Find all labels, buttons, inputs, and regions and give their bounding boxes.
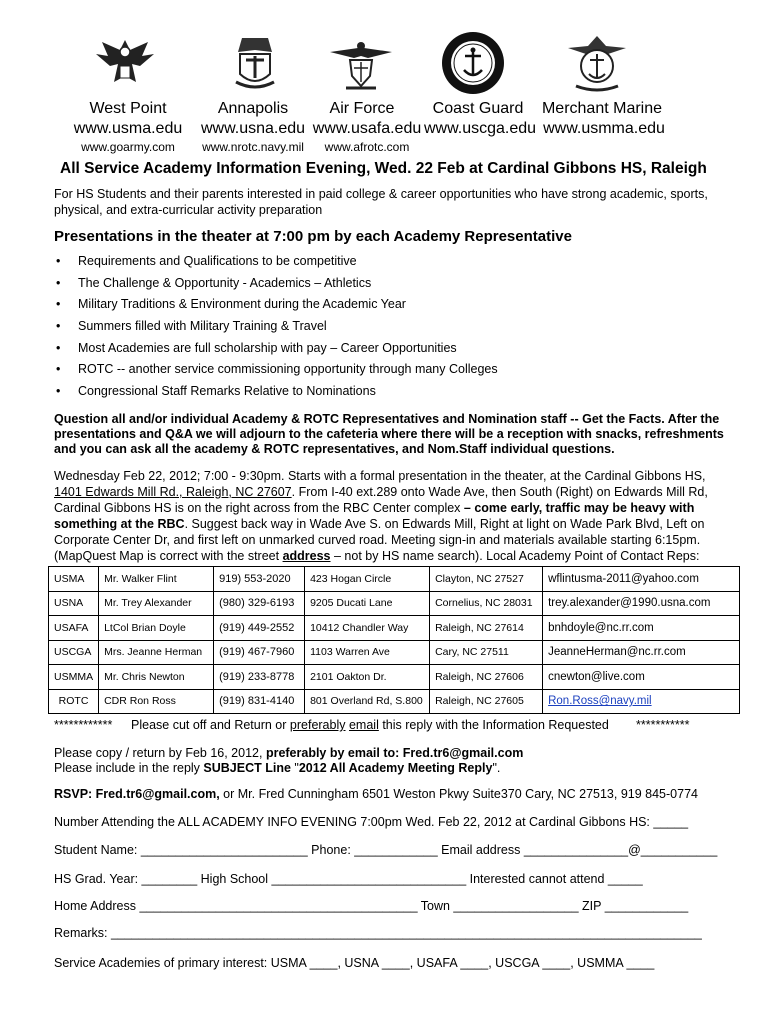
rep-name-cell: Mrs. Jeanne Herman <box>99 640 214 665</box>
rep-city-cell: Clayton, NC 27527 <box>430 567 543 592</box>
academy-name: Air Force <box>329 100 395 117</box>
rep-street-cell: 10412 Chandler Way <box>305 616 430 641</box>
rep-code-cell: USMA <box>49 567 99 592</box>
rep-phone-cell: (919) 467-7960 <box>214 640 305 665</box>
contact-reps-table <box>48 566 740 714</box>
rep-email-cell[interactable]: cnewton@live.com <box>543 665 740 690</box>
qa-reception-note: Question all and/or individual Academy & ROTC Representatives and Nomination staff -- Get the Facts. After the presentations and Q&A we will adjourn to the cafeteria where there will be a reception with snacks, refreshments and you can ask all the academy & ROTC representatives, and Nom.Staff individual questions. <box>54 412 724 456</box>
merchant-marine-seal-icon <box>564 30 630 96</box>
list-item: • ROTC -- another service commissioning opportunity through many Colleges <box>56 362 498 377</box>
academy-website-link[interactable]: www.usmma.edu <box>543 120 665 137</box>
rep-city-cell: Raleigh, NC 27606 <box>430 665 543 690</box>
rep-name-cell: Mr. Chris Newton <box>99 665 214 690</box>
academy-website-link[interactable]: www.usafa.edu <box>312 120 422 137</box>
rep-code-cell: USAFA <box>49 616 99 641</box>
presentations-heading: Presentations in the theater at 7:00 pm by each Academy Representative <box>54 228 572 245</box>
recruiting-website-link[interactable]: www.goarmy.com <box>81 140 175 154</box>
cut-instruction: Please cut off and Return or preferably email this reply with the Information Requested <box>131 718 609 732</box>
rep-code-cell: ROTC <box>49 689 99 714</box>
rep-code-cell: USNA <box>49 591 99 616</box>
academy-interest-field[interactable]: Service Academies of primary interest: USMA ____, USNA ____, USAFA ____, USCGA ____, USMMA ____ <box>54 956 655 970</box>
rep-street-cell: 1103 Warren Ave <box>305 640 430 665</box>
rep-email-cell[interactable]: trey.alexander@1990.usna.com <box>543 591 740 616</box>
table-row <box>49 567 740 592</box>
rep-name-cell: Mr. Trey Alexander <box>99 591 214 616</box>
presentation-topics-list <box>54 254 498 406</box>
remarks-field[interactable]: Remarks: _____________________________________________________________________________________ <box>54 926 702 940</box>
rep-city-cell: Raleigh, NC 27605 <box>430 689 543 714</box>
bullet-icon: • <box>56 275 61 290</box>
rep-name-cell: Mr. Walker Flint <box>99 567 214 592</box>
bullet-icon: • <box>56 340 61 355</box>
rep-email-cell[interactable]: wflintusma-2011@yahoo.com <box>543 567 740 592</box>
list-item: • The Challenge & Opportunity - Academics – Athletics <box>56 275 372 290</box>
school-address: 1401 Edwards Mill Rd., Raleigh, NC 27607 <box>54 485 292 499</box>
rep-street-cell: 9205 Ducati Lane <box>305 591 430 616</box>
bullet-icon: • <box>56 384 61 399</box>
rep-street-cell: 2101 Oakton Dr. <box>305 665 430 690</box>
rep-street-cell: 423 Hogan Circle <box>305 567 430 592</box>
event-details-paragraph: Wednesday Feb 22, 2012; 7:00 - 9:30pm. Starts with a formal presentation in the theater, at the Cardinal Gibbons HS, 1401 Edwards Mill Rd., Raleigh, NC 27607. From I-40 ext.289 onto Wade Ave, then South (Right) on Edwards Mill Rd, Cardinal Gibbons HS is on the right across from the RBC Center complex – come early, traffic may be heavy with something at the RBC. Suggest back way in Wade Ave S. on Edwards Mill, Right at light on Wade Park Blvd, Left on Corporate Center Dr, and first left on unmarked curved road. Meeting sign-in and materials available starting 6:15pm. (MapQuest Map is correct with the street address – not by HS name search). Local Academy Point of Contact Reps: <box>54 469 708 563</box>
bullet-icon: • <box>56 297 61 312</box>
nrotc-website-link[interactable]: www.nrotc.navy.mil <box>202 140 304 154</box>
rep-city-cell: Cary, NC 27511 <box>430 640 543 665</box>
rep-phone-cell: 919) 553-2020 <box>214 567 305 592</box>
list-item: • Summers filled with Military Training & Travel <box>56 319 327 334</box>
rep-phone-cell: (919) 831-4140 <box>214 689 305 714</box>
rep-email-cell[interactable]: Ron.Ross@navy.mil <box>543 689 740 714</box>
cut-line-stars-left: ************ <box>54 718 113 732</box>
rep-city-cell: Cornelius, NC 28031 <box>430 591 543 616</box>
rep-phone-cell: (919) 233-8778 <box>214 665 305 690</box>
academy-name: Coast Guard <box>432 100 524 117</box>
cut-line-stars-right: *********** <box>636 718 690 732</box>
event-title: All Service Academy Information Evening, Wed. 22 Feb at Cardinal Gibbons HS, Raleigh <box>60 160 707 177</box>
student-info-fields[interactable]: Student Name: ________________________ Phone: ____________ Email address _______________@___________ <box>54 843 718 857</box>
bullet-icon: • <box>56 319 61 334</box>
rep-name-cell: CDR Ron Ross <box>99 689 214 714</box>
table-row <box>49 665 740 690</box>
academy-seals-row <box>0 30 770 100</box>
academy-name: West Point <box>89 100 167 117</box>
home-address-fields[interactable]: Home Address ________________________________________ Town __________________ ZIP ____________ <box>54 899 689 913</box>
list-item: • Congressional Staff Remarks Relative to Nominations <box>56 384 376 399</box>
rsvp-line: RSVP: Fred.tr6@gmail.com, or Mr. Fred Cunningham 6501 Weston Pkwy Suite370 Cary, NC 27513, 919 845-0774 <box>54 787 698 801</box>
return-deadline: Please copy / return by Feb 16, 2012, preferably by email to: Fred.tr6@gmail.com <box>54 746 524 760</box>
rep-code-cell: USMMA <box>49 665 99 690</box>
bullet-icon: • <box>56 254 61 268</box>
subject-line-instruction: Please include in the reply SUBJECT Line "2012 All Academy Meeting Reply". <box>54 761 501 775</box>
bullet-icon: • <box>56 362 61 377</box>
afrotc-website-link[interactable]: www.afrotc.com <box>324 140 410 154</box>
number-attending-field[interactable]: Number Attending the ALL ACADEMY INFO EVENING 7:00pm Wed. Feb 22, 2012 at Cardinal Gibbons HS: _____ <box>54 815 689 829</box>
table-row <box>49 591 740 616</box>
west-point-eagle-seal-icon <box>92 30 158 96</box>
coast-guard-seal-icon <box>440 30 506 96</box>
academy-name: Annapolis <box>217 100 289 117</box>
academy-website-link[interactable]: www.usma.edu <box>73 120 183 137</box>
academy-website-link[interactable]: www.uscga.edu <box>423 120 537 137</box>
academy-website-link[interactable]: www.usna.edu <box>200 120 306 137</box>
grad-school-fields[interactable]: HS Grad. Year: ________ High School ____________________________ Interested cannot attend _____ <box>54 872 643 886</box>
table-row <box>49 616 740 641</box>
rep-phone-cell: (980) 329-6193 <box>214 591 305 616</box>
list-item: • Requirements and Qualifications to be competitive <box>56 254 357 268</box>
table-row <box>49 640 740 665</box>
rep-email-cell[interactable]: bnhdoyle@nc.rr.com <box>543 616 740 641</box>
rep-code-cell: USCGA <box>49 640 99 665</box>
academy-name: Merchant Marine <box>541 100 663 117</box>
table-row <box>49 689 740 714</box>
rep-city-cell: Raleigh, NC 27614 <box>430 616 543 641</box>
rep-email-cell[interactable]: JeanneHerman@nc.rr.com <box>543 640 740 665</box>
list-item: • Military Traditions & Environment during the Academic Year <box>56 297 406 312</box>
rep-phone-cell: (919) 449-2552 <box>214 616 305 641</box>
annapolis-crest-seal-icon <box>222 30 288 96</box>
rep-name-cell: LtCol Brian Doyle <box>99 616 214 641</box>
intro-paragraph: For HS Students and their parents interested in paid college & career opportunities who have strong academic, sports, physical, and extra-curricular activity preparation <box>54 187 708 217</box>
list-item: • Most Academies are full scholarship with pay – Career Opportunities <box>56 340 457 355</box>
rep-street-cell: 801 Overland Rd, S.800 <box>305 689 430 714</box>
air-force-eagle-seal-icon <box>328 30 394 96</box>
